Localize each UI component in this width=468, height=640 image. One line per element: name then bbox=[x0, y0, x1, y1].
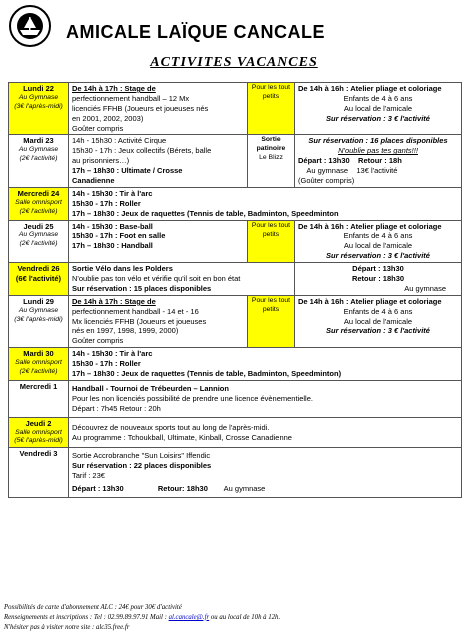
day-cell bbox=[9, 263, 69, 296]
day-cell bbox=[9, 220, 69, 263]
activity-line: nés en 1997, 1998, 1999, 2000) bbox=[72, 326, 179, 336]
reservation-line: Sur réservation : 15 places disponibles bbox=[72, 283, 212, 293]
outing-line: patinoire bbox=[256, 145, 286, 153]
activity-line: N'oublie pas tes gants!!! bbox=[338, 146, 418, 156]
activity-line: 17h – 18h30 : Handball bbox=[72, 241, 153, 251]
activity-line: De 14h à 16h : Atelier pliage et coloriage bbox=[298, 221, 442, 231]
schedule-table bbox=[8, 82, 462, 498]
table-row bbox=[9, 135, 462, 187]
day-price: (2€ l'activité) bbox=[19, 207, 58, 215]
activity-line: Handball - Tournoi de Trébeurden – Lannion bbox=[72, 383, 229, 393]
return-time: Retour: 18h30 bbox=[157, 484, 208, 494]
table-row bbox=[9, 295, 462, 347]
day-place: Salle omnisport bbox=[15, 359, 62, 367]
activity-line: en 2001, 2002, 2003) bbox=[72, 113, 144, 123]
activity-line: perfectionnement handball - 14 et - 16 bbox=[72, 306, 199, 316]
amicale-logo bbox=[4, 4, 56, 48]
table-row bbox=[9, 448, 462, 498]
day-cell bbox=[9, 295, 69, 347]
reservation-line: Sur réservation : 3 € l'activité bbox=[326, 251, 430, 261]
activity-line: De 14h à 16h : Atelier pliage et coloriage bbox=[298, 296, 442, 306]
outing-cell bbox=[248, 135, 295, 187]
email-link[interactable]: al.cancale@.fr bbox=[168, 613, 210, 621]
activity-line: 14h - 15h30 : Tir à l'arc bbox=[72, 188, 153, 198]
reservation-line: Sur réservation : 3 € l'activité bbox=[326, 113, 430, 123]
activity-line: Enfants de 4 à 6 ans bbox=[343, 231, 413, 241]
day-price: (2€ l'activité) bbox=[19, 368, 58, 376]
activity-line: Pour les non licenciés possibilité de prendre une licence évènementielle. bbox=[72, 393, 313, 403]
activity-line: 17h – 18h30 : Jeux de raquettes (Tennis de table, Badminton, Speedminton) bbox=[72, 369, 342, 379]
kids-cell: Pour les tout petits bbox=[248, 220, 295, 263]
day-cell bbox=[9, 348, 69, 381]
table-row bbox=[9, 417, 462, 448]
main-activity-cell bbox=[69, 263, 295, 296]
day-place: Au Gymnase bbox=[18, 306, 59, 314]
page-subtitle: ACTIVITES VACANCES bbox=[150, 55, 318, 70]
day-place: Salle omnisport bbox=[15, 198, 62, 206]
activity-line: Canadienne bbox=[72, 176, 115, 186]
activity-line: 15h30 - 17h : Roller bbox=[72, 359, 141, 369]
day-cell bbox=[9, 135, 69, 187]
day-price: (3€ l'après-midi) bbox=[14, 102, 63, 110]
main-activity-cell bbox=[69, 83, 248, 135]
table-row bbox=[9, 380, 462, 417]
day-price: (2€ l'activité) bbox=[19, 240, 58, 248]
day-name: Jeudi 2 bbox=[25, 418, 52, 428]
day-cell bbox=[9, 380, 69, 417]
departure-time: Départ : 13h30 bbox=[352, 264, 404, 274]
day-cell bbox=[9, 448, 69, 498]
activity-line: De 14h à 17h : Stage de bbox=[72, 84, 156, 93]
day-name: Vendredi 26 bbox=[17, 264, 60, 274]
day-name: Mercredi 1 bbox=[19, 381, 58, 391]
day-price: (6€ l'activité) bbox=[15, 274, 62, 284]
activity-line: Tarif : 23€ bbox=[72, 471, 105, 481]
footer bbox=[4, 603, 280, 633]
day-place: Au Gymnase bbox=[18, 93, 59, 101]
main-activity-cell bbox=[69, 348, 462, 381]
table-row bbox=[9, 187, 462, 220]
day-name: Mardi 30 bbox=[23, 349, 54, 359]
day-name: Jeudi 25 bbox=[23, 221, 54, 231]
activity-line: 14h - 15h30 : Activité Cirque bbox=[72, 136, 167, 146]
table-row bbox=[9, 83, 462, 135]
activity-line: 17h – 18h30 : Jeux de raquettes (Tennis de table, Badminton, Speedminton bbox=[72, 208, 339, 218]
main-activity-cell bbox=[69, 448, 462, 498]
footer-website: N'hésiter pas à visiter notre site : alc35.free.fr bbox=[4, 623, 130, 631]
meeting-place: Au gymnase bbox=[306, 166, 349, 176]
reservation-line: Sur réservation : 22 places disponibles bbox=[72, 461, 212, 471]
main-activity-cell bbox=[69, 417, 462, 448]
departure-time: Départ : 13h30 bbox=[72, 484, 124, 494]
activity-line: 17h – 18h30 : Ultimate / Crosse bbox=[72, 166, 183, 176]
day-place: Salle omnisport bbox=[15, 428, 62, 436]
activity-line: 14h - 15h30 : Tir à l'arc bbox=[72, 349, 153, 359]
table-row bbox=[9, 263, 462, 296]
day-price: (3€ l'après-midi) bbox=[14, 315, 63, 323]
activity-line: Sortie Accrobranche "Sun Loisirs" Iffendic bbox=[72, 451, 211, 461]
table-row bbox=[9, 220, 462, 263]
activity-line: (Goûter compris) bbox=[298, 176, 355, 186]
meeting-place: Au gymnase bbox=[404, 283, 446, 293]
activity-line: Goûter compris bbox=[72, 123, 124, 133]
departure-time: Départ : 13h30 bbox=[298, 156, 350, 166]
outing-price: 13€ l'activité bbox=[356, 166, 398, 176]
activity-line: 15h30 - 17h : Foot en salle bbox=[72, 231, 166, 241]
activity-line: Goûter compris bbox=[72, 336, 124, 346]
outing-details-cell bbox=[295, 263, 462, 296]
day-name: Lundi 29 bbox=[23, 296, 54, 306]
activity-line: Au local de l'amicale bbox=[343, 316, 413, 326]
activity-line: Enfants de 4 à 6 ans bbox=[343, 93, 413, 103]
day-cell bbox=[9, 187, 69, 220]
outing-details-cell bbox=[295, 135, 462, 187]
footer-subscription: Possibilités de carte d'abonnement ALC : 24€ pour 30€ d'activité bbox=[4, 604, 182, 611]
activity-line: Au local de l'amicale bbox=[343, 241, 413, 251]
main-activity-cell bbox=[69, 380, 462, 417]
activity-line: De 14h à 16h : Atelier pliage et coloriage bbox=[298, 84, 442, 93]
main-activity-cell bbox=[69, 135, 248, 187]
activity-line: N'oublie pas ton vélo et vérifie qu'il soit en bon état bbox=[72, 274, 241, 284]
kids-activity-cell bbox=[295, 295, 462, 347]
activity-line: au prisonniers…) bbox=[72, 156, 130, 166]
table-row bbox=[9, 348, 462, 381]
kids-activity-cell bbox=[295, 220, 462, 263]
activity-line: Au programme : Tchoukball, Ultimate, Kinball, Crosse Canadienne bbox=[72, 432, 292, 442]
activity-line: licenciés FFHB (Joueurs et joueuses nés bbox=[72, 103, 209, 113]
activity-line: Enfants de 4 à 6 ans bbox=[343, 306, 413, 316]
return-time: Retour : 18h bbox=[358, 156, 402, 166]
kids-activity-cell bbox=[295, 83, 462, 135]
day-cell bbox=[9, 417, 69, 448]
meeting-place: Au gymnase bbox=[223, 484, 266, 494]
day-place: Au Gymnase bbox=[18, 146, 59, 154]
activity-line: 15h30 - 17h : Roller bbox=[72, 198, 141, 208]
main-activity-cell bbox=[69, 187, 462, 220]
day-place: Au Gymnase bbox=[18, 231, 59, 239]
activity-line: Au local de l'amicale bbox=[343, 103, 413, 113]
day-price: (2€ l'activité) bbox=[19, 155, 58, 163]
page-title: AMICALE LAÏQUE CANCALE bbox=[66, 22, 325, 42]
day-name: Vendredi 3 bbox=[19, 449, 58, 459]
outing-line: Sortie bbox=[261, 136, 281, 144]
activity-line: perfectionnement handball – 12 Mx bbox=[72, 93, 190, 103]
day-cell bbox=[9, 83, 69, 135]
activity-line: 14h - 15h30 : Base-ball bbox=[72, 221, 153, 231]
footer-contact: Renseignements et inscriptions : Tel : 02.99.89.97.91 Mail : al.cancale@.fr ou au local de 10h à 12h. bbox=[4, 613, 281, 621]
kids-cell: Pour les tout petits bbox=[248, 295, 295, 347]
outing-line: Le Blizz bbox=[259, 154, 283, 162]
reservation-line: Sur réservation : 3 € l'activité bbox=[326, 326, 430, 336]
activity-line: Sortie Vélo dans les Polders bbox=[72, 264, 173, 274]
day-price: (5€ l'après-midi) bbox=[14, 437, 63, 445]
day-name: Mercredi 24 bbox=[17, 188, 60, 198]
activity-line: Départ : 7h45 Retour : 20h bbox=[72, 403, 161, 413]
activity-line: 15h30 - 17h : Jeux collectifs (Bérets, balle bbox=[72, 146, 212, 156]
main-activity-cell bbox=[69, 295, 248, 347]
day-name: Lundi 22 bbox=[23, 84, 54, 93]
activity-line: Mx licenciés FFHB (Joueurs et joueuses bbox=[72, 316, 207, 326]
return-time: Retour : 18h30 bbox=[351, 274, 405, 284]
day-name: Mardi 23 bbox=[23, 136, 54, 146]
activity-line: De 14h à 17h : Stage de bbox=[72, 296, 156, 306]
activity-line: Découvrez de nouveaux sports tout au long de l'après-midi. bbox=[72, 422, 270, 432]
kids-cell: Pour les tout petits bbox=[248, 83, 295, 135]
reservation-line: Sur réservation : 16 places disponibles bbox=[308, 136, 448, 146]
main-activity-cell bbox=[69, 220, 248, 263]
